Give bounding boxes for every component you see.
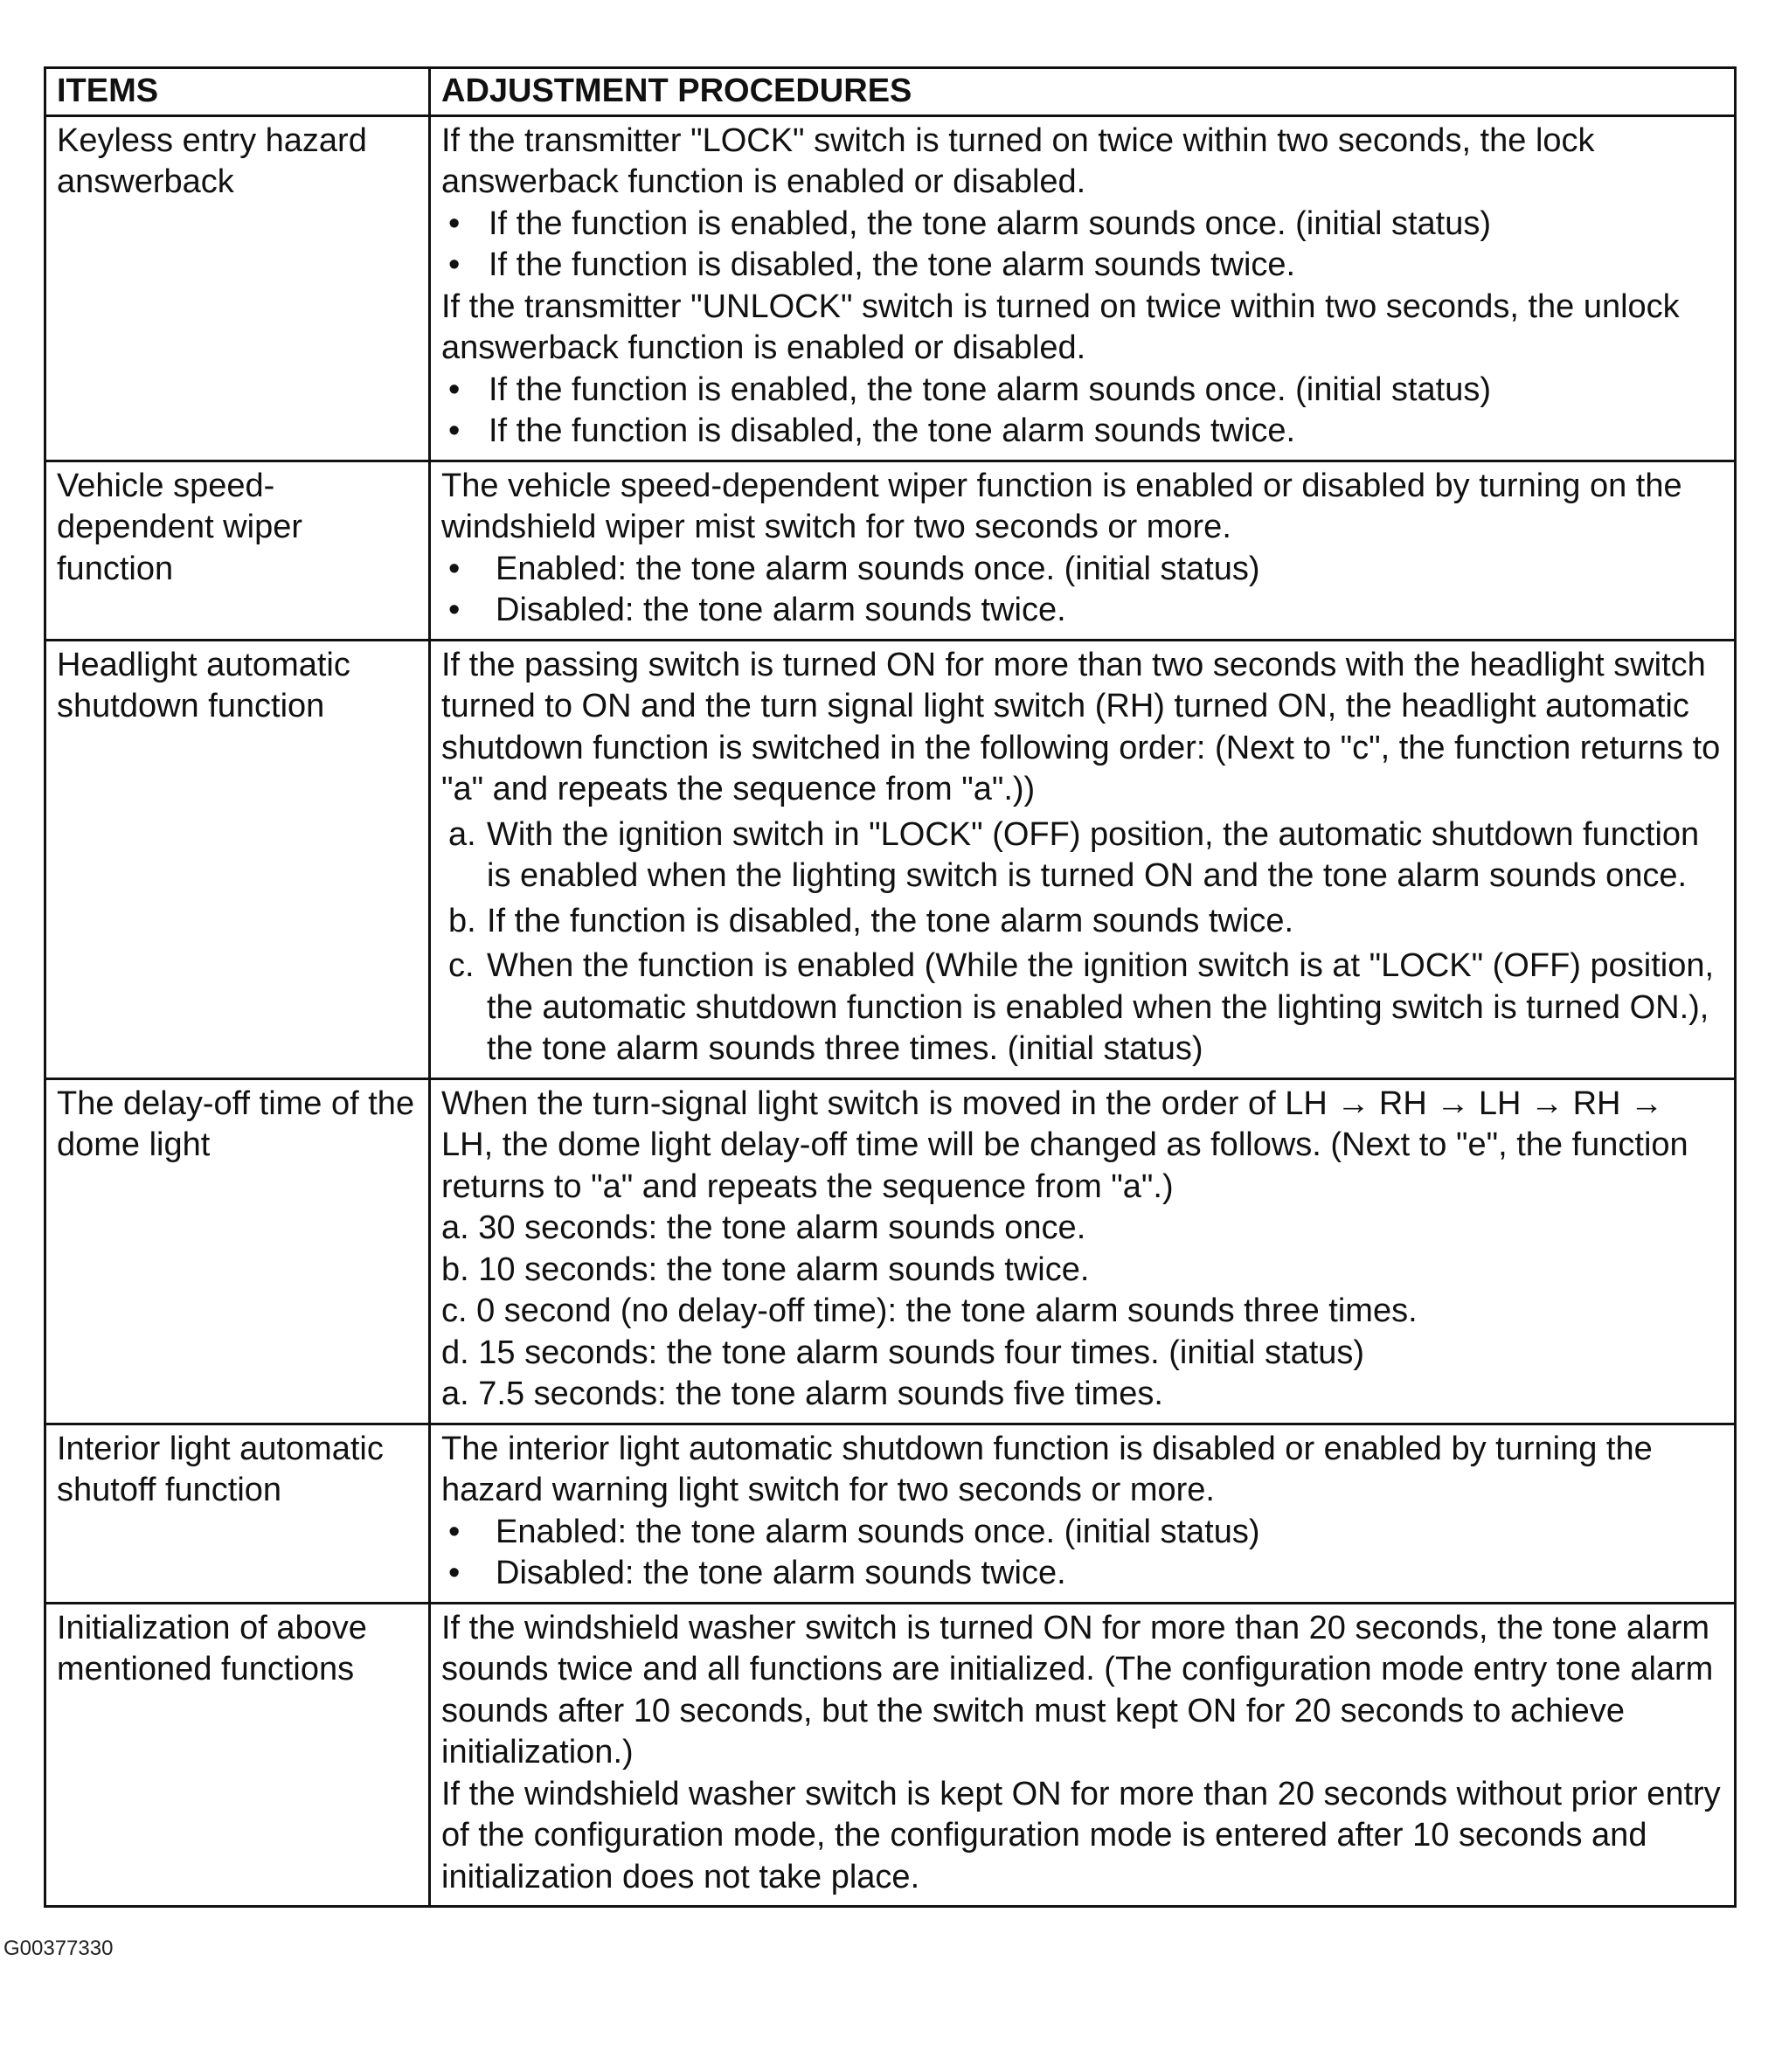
bullet-list bbox=[441, 204, 1723, 287]
bullet-item bbox=[441, 1553, 1723, 1595]
item-marker: a. bbox=[448, 815, 476, 853]
item-cell: Interior light automatic shutoff function bbox=[45, 1424, 430, 1603]
item-text: If the function is enabled, the tone alarm sounds once. (initial status) bbox=[489, 371, 1491, 408]
lettered-item bbox=[441, 814, 1723, 897]
procedure-paragraph: d. 15 seconds: the tone alarm sounds four times. (initial status) bbox=[441, 1334, 1365, 1371]
procedure-cell bbox=[430, 1603, 1736, 1907]
lettered-list bbox=[441, 814, 1723, 1071]
procedures-header: ADJUSTMENT PROCEDURES bbox=[430, 68, 1736, 116]
procedure-paragraph: If the transmitter "LOCK" switch is turned on twice within two seconds, the lock answerback function is enabled or disabled. bbox=[441, 121, 1595, 200]
item-text: If the function is enabled, the tone alarm sounds once. (initial status) bbox=[489, 204, 1491, 242]
bullet-item bbox=[441, 549, 1723, 591]
item-text: With the ignition switch in "LOCK" (OFF) position, the automatic shutdown function is enabled when the lighting switch is turned ON and the tone alarm sounds once. bbox=[487, 815, 1700, 894]
procedure-paragraph: The interior light automatic shutdown function is disabled or enabled by turning the hazard warning light switch for two seconds or more. bbox=[441, 1430, 1653, 1508]
procedure-paragraph: If the passing switch is turned ON for more than two seconds with the headlight switch turned to ON and the turn signal light switch (RH) turned ON, the headlight automatic shutdown function is switched in the following order: (Next to "c", the function returns to "a" and repeats the sequence from "a".)) bbox=[441, 646, 1721, 807]
table-row bbox=[45, 1424, 1736, 1603]
procedure-cell bbox=[430, 640, 1736, 1078]
item-text: Enabled: the tone alarm sounds once. (initial status) bbox=[496, 1513, 1260, 1550]
item-text: Disabled: the tone alarm sounds twice. bbox=[496, 1555, 1066, 1591]
procedure-cell bbox=[430, 115, 1736, 461]
item-marker: b. bbox=[448, 902, 476, 939]
table-row bbox=[45, 1078, 1736, 1424]
procedure-paragraph: a. 7.5 seconds: the tone alarm sounds five times. bbox=[441, 1376, 1163, 1412]
item-marker: c. bbox=[448, 947, 475, 984]
table-row bbox=[45, 1603, 1736, 1907]
items-header: ITEMS bbox=[45, 68, 430, 116]
item-cell: Initialization of above mentioned functions bbox=[45, 1603, 430, 1907]
procedure-cell bbox=[430, 461, 1736, 640]
procedure-cell bbox=[430, 1424, 1736, 1603]
bullet-item bbox=[441, 590, 1723, 632]
bullet-item bbox=[441, 1512, 1723, 1554]
procedure-paragraph: If the windshield washer switch is kept ON for more than 20 seconds without prior entry of the configuration mode, the configuration mode is entered after 10 seconds and initialization does not take place. bbox=[441, 1775, 1721, 1895]
bullet-list bbox=[441, 1512, 1723, 1595]
figure-code: G00377330 bbox=[3, 1937, 114, 1960]
procedure-paragraph: a. 30 seconds: the tone alarm sounds once. bbox=[441, 1209, 1086, 1246]
item-text: If the function is disabled, the tone alarm sounds twice. bbox=[489, 246, 1296, 283]
procedure-paragraph: If the transmitter "UNLOCK" switch is turned on twice within two seconds, the unlock answerback function is enabled or disabled. bbox=[441, 288, 1680, 366]
adjustment-table bbox=[44, 66, 1737, 1908]
item-text: If the function is disabled, the tone alarm sounds twice. bbox=[489, 412, 1296, 449]
lettered-item bbox=[441, 901, 1723, 943]
procedure-paragraph: c. 0 second (no delay-off time): the tone alarm sounds three times. bbox=[441, 1292, 1418, 1329]
table-body bbox=[45, 115, 1736, 1907]
item-text: Disabled: the tone alarm sounds twice. bbox=[496, 592, 1066, 628]
procedure-paragraph: The vehicle speed-dependent wiper function is enabled or disabled by turning on the windshield wiper mist switch for two seconds or more. bbox=[441, 467, 1682, 545]
item-cell: Vehicle speed-dependent wiper function bbox=[45, 461, 430, 640]
item-text: If the function is disabled, the tone alarm sounds twice. bbox=[487, 902, 1294, 939]
item-text: When the function is enabled (While the ignition switch is at "LOCK" (OFF) position, the automatic shutdown function is enabled when the lighting switch is turned ON.), the tone alarm sounds three times. (initial status) bbox=[487, 947, 1715, 1067]
procedure-paragraph: When the turn-signal light switch is moved in the order of LH → RH → LH → RH → LH, the dome light delay-off time will be changed as follows. (Next to "e", the function returns to "a" and repeats the sequence from "a".) bbox=[441, 1085, 1688, 1205]
header-row bbox=[45, 68, 1736, 116]
table-row bbox=[45, 640, 1736, 1078]
item-cell: Headlight automatic shutdown function bbox=[45, 640, 430, 1078]
bullet-list bbox=[441, 370, 1723, 453]
procedure-cell bbox=[430, 1078, 1736, 1424]
bullet-item bbox=[441, 204, 1723, 246]
item-cell: Keyless entry hazard answerback bbox=[45, 115, 430, 461]
bullet-item bbox=[441, 411, 1723, 453]
bullet-list bbox=[441, 549, 1723, 632]
lettered-item bbox=[441, 946, 1723, 1071]
bullet-item bbox=[441, 245, 1723, 287]
item-cell: The delay-off time of the dome light bbox=[45, 1078, 430, 1424]
procedure-paragraph: If the windshield washer switch is turned ON for more than 20 seconds, the tone alarm sounds twice and all functions are initialized. (The configuration mode entry tone alarm sounds after 10 seconds, but the switch must kept ON for 20 seconds to achieve initialization.) bbox=[441, 1609, 1714, 1771]
procedure-paragraph: b. 10 seconds: the tone alarm sounds twice. bbox=[441, 1251, 1090, 1288]
item-text: Enabled: the tone alarm sounds once. (initial status) bbox=[496, 550, 1260, 587]
table-row bbox=[45, 461, 1736, 640]
table-row bbox=[45, 115, 1736, 461]
bullet-item bbox=[441, 370, 1723, 412]
